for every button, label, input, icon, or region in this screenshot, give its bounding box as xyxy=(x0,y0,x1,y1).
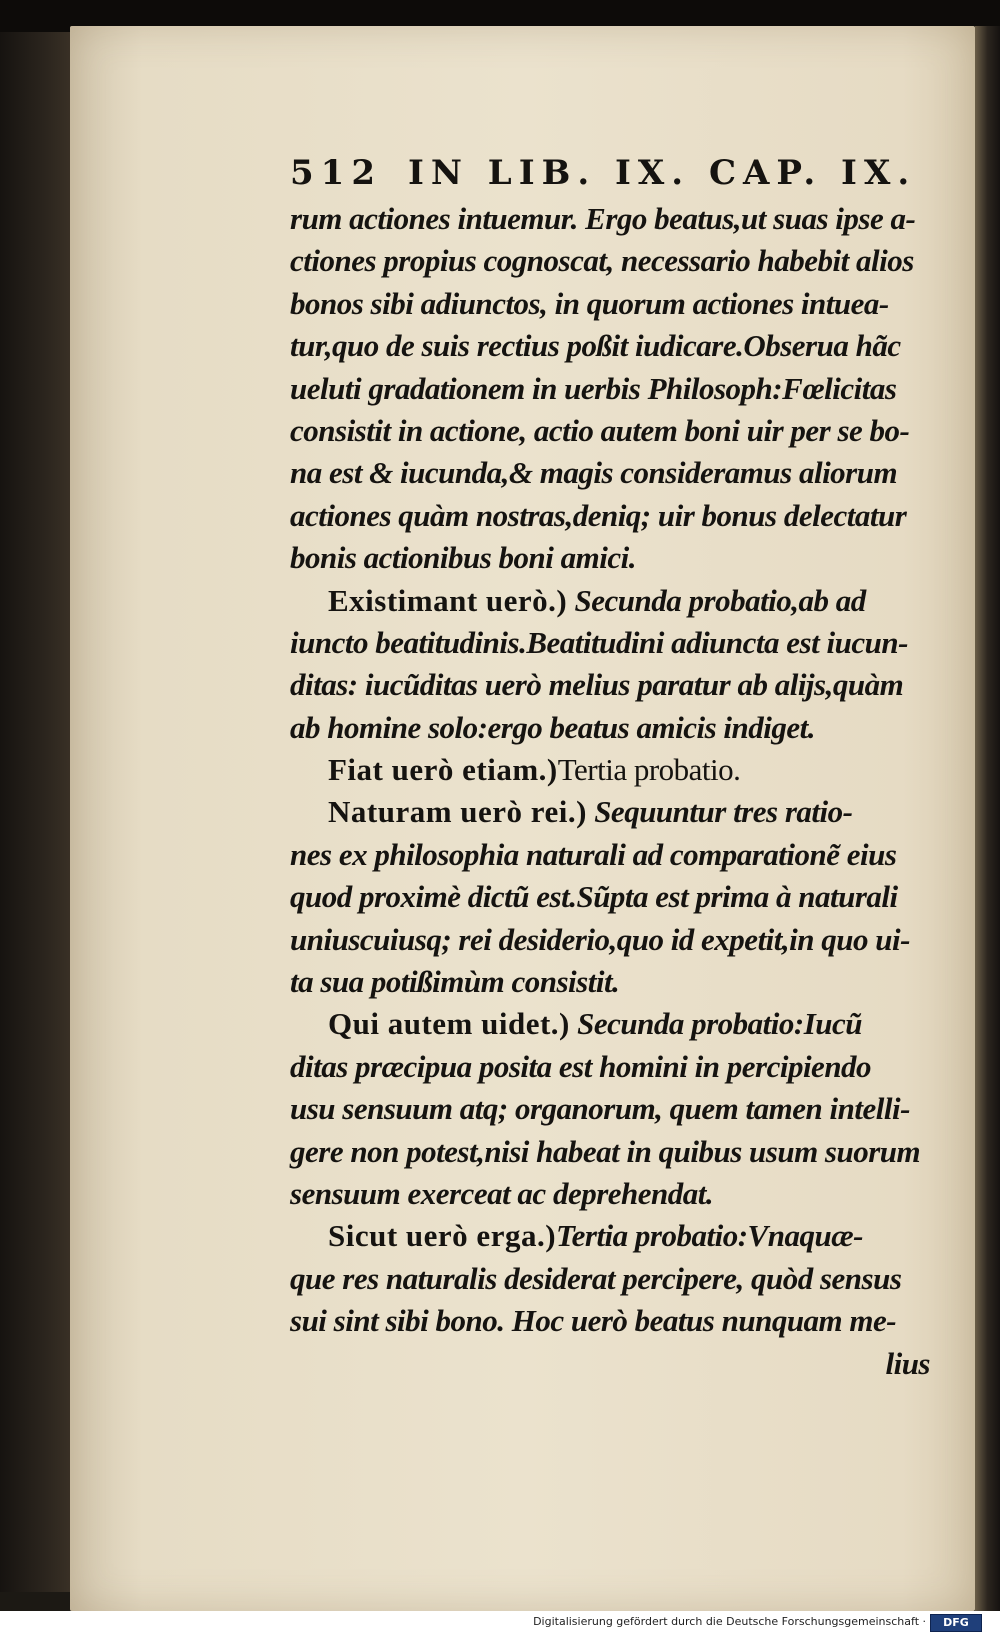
dfg-logo: DFG xyxy=(930,1614,982,1632)
footer-bar xyxy=(0,1611,1000,1635)
text-line: uniuscuiusq; rei desiderio,quo id expetit,in quo ui- xyxy=(290,921,910,957)
lemma: Qui autem uidet.) xyxy=(328,1006,570,1042)
text-line: nes ex philosophia naturali ad comparationẽ eius xyxy=(290,836,897,872)
page-number: 512 xyxy=(290,153,382,193)
text-line-lemma: Fiat uerò etiam.)Tertia probatio. xyxy=(328,752,741,788)
funding-credit: Digitalisierung gefördert durch die Deutsche Forschungsgemeinschaft · xyxy=(533,1615,926,1628)
text-line: usu sensuum atq; organorum, quem tamen intelli- xyxy=(290,1091,910,1127)
text-line: quod proximè dictũ est.Sũpta est prima à naturali xyxy=(290,879,898,915)
page-text-block xyxy=(290,148,970,1385)
running-head xyxy=(290,148,970,198)
text-line: ctiones propius cognoscat, necessario habebit alios xyxy=(290,243,914,279)
text-line: na est & iucunda,& magis consideramus aliorum xyxy=(290,455,898,491)
text-line: gere non potest,nisi habeat in quibus usum suorum xyxy=(290,1133,921,1169)
text-line: que res naturalis desiderat percipere, quòd sensus xyxy=(290,1260,902,1296)
text-line: bonos sibi adiunctos, in quorum actiones intuea- xyxy=(290,285,889,321)
text-line: tur,quo de suis rectius poßit iudicare.Obserua hãc xyxy=(290,328,901,364)
text-line: bonis actionibus boni amici. xyxy=(290,540,637,576)
text-line: ueluti gradationem in uerbis Philosoph:Fœlicitas xyxy=(290,370,897,406)
lemma: Existimant uerò.) xyxy=(328,582,568,618)
lemma: Naturam uerò rei.) xyxy=(328,794,587,830)
text-line-lemma: Naturam uerò rei.) Sequuntur tres ratio- xyxy=(328,794,853,830)
text-line: ta sua potißimùm consistit. xyxy=(290,964,620,1000)
text-line: rum actiones intuemur. Ergo beatus,ut suas ipse a- xyxy=(290,201,916,236)
catchword: lius xyxy=(885,1345,930,1381)
running-head-title: IN LIB. IX. CAP. IX. xyxy=(407,153,917,193)
text-line: ditas: iucũditas uerò melius paratur ab alijs,quàm xyxy=(290,667,904,703)
lemma: Sicut uerò erga.) xyxy=(328,1218,557,1254)
text-line: iuncto beatitudinis.Beatitudini adiuncta est iucun- xyxy=(290,624,908,660)
text-line: sui sint sibi bono. Hoc uerò beatus nunquam me- xyxy=(290,1303,897,1339)
page-fore-edge xyxy=(975,26,1000,1611)
text-line-lemma: Qui autem uidet.) Secunda probatio:Iucũ xyxy=(328,1006,863,1042)
text-line: ab homine solo:ergo beatus amicis indiget. xyxy=(290,709,815,745)
book-cover-edge xyxy=(0,32,72,1592)
text-line: ditas præcipua posita est homini in percipiendo xyxy=(290,1048,872,1084)
text-line-lemma: Existimant uerò.) Secunda probatio,ab ad xyxy=(328,582,866,618)
text-line: sensuum exerceat ac deprehendat. xyxy=(290,1175,714,1211)
text-line: actiones quàm nostras,deniq; uir bonus delectatur xyxy=(290,497,907,533)
text-line: consistit in actione, actio autem boni uir per se bo- xyxy=(290,412,910,448)
text-line-lemma: Sicut uerò erga.)Tertia probatio:Vnaquæ- xyxy=(328,1218,863,1254)
lemma: Fiat uerò etiam.) xyxy=(328,752,558,788)
